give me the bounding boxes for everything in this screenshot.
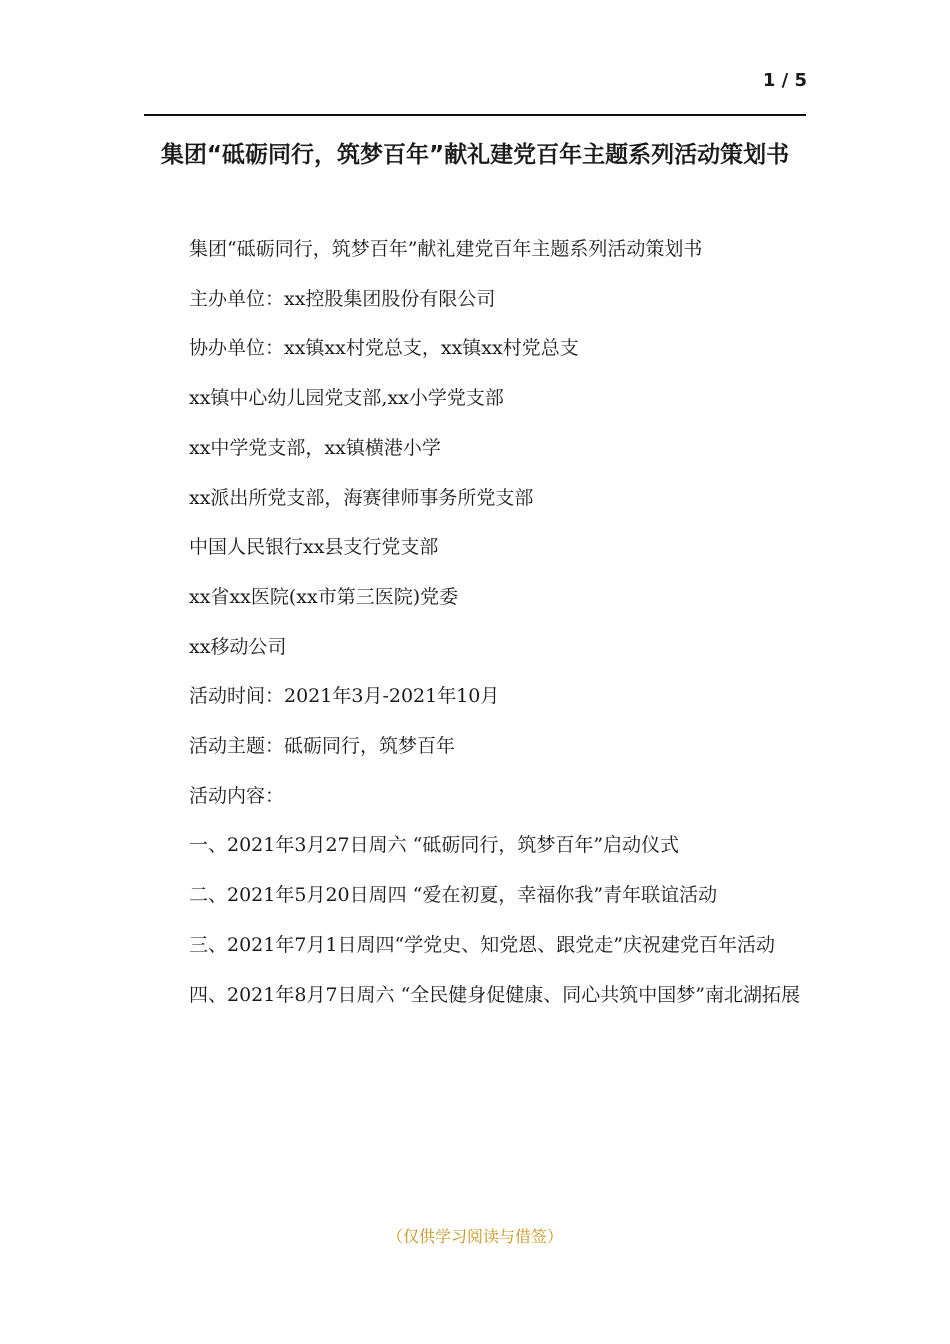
- document-title: 集团“砥砺同行，筑梦百年”献礼建党百年主题系列活动策划书: [160, 142, 790, 168]
- paragraph-title-repeat: 集团“砥砺同行，筑梦百年”献礼建党百年主题系列活动策划书: [189, 238, 703, 260]
- paragraph-activity-content: 活动内容：: [189, 784, 285, 807]
- paragraph-host: 主办单位：xx控股集团股份有限公司: [189, 287, 496, 310]
- paragraph-item-4: 四、2021年8月7日周六 “全民健身促健康、同心共筑中国梦”南北湖拓展: [189, 983, 800, 1006]
- paragraph-item-3: 三、2021年7月1日周四“学党史、知党恩、跟党走”庆祝建党百年活动: [189, 933, 775, 956]
- paragraph-co-host-6: xx省xx医院(xx市第三医院)党委: [189, 585, 459, 608]
- paragraph-co-host: 协办单位：xx镇xx村党总支，xx镇xx村党总支: [189, 337, 579, 360]
- paragraph-activity-theme: 活动主题：砥砺同行，筑梦百年: [189, 735, 456, 758]
- paragraph-co-host-4: xx派出所党支部，海赛律师事务所党支部: [189, 486, 534, 509]
- paragraph-item-1: 一、2021年3月27日周六 “砥砺同行，筑梦百年”启动仪式: [189, 834, 680, 857]
- paragraph-co-host-2: xx镇中心幼儿园党支部,xx小学党支部: [189, 387, 504, 410]
- paragraph-item-2: 二、2021年5月20日周四 “爱在初夏，幸福你我”青年联谊活动: [189, 884, 718, 907]
- paragraph-co-host-3: xx中学党支部，xx镇横港小学: [189, 436, 441, 459]
- paragraph-co-host-5: 中国人民银行xx县支行党支部: [189, 536, 439, 559]
- header-rule: [144, 114, 806, 116]
- footer-note: （仅供学习阅读与借签）: [386, 1227, 563, 1246]
- paragraph-activity-time: 活动时间：2021年3月-2021年10月: [189, 685, 500, 708]
- paragraph-co-host-7: xx移动公司: [189, 635, 287, 658]
- page-number: 1 / 5: [762, 70, 807, 91]
- document-body: [144, 225, 806, 1020]
